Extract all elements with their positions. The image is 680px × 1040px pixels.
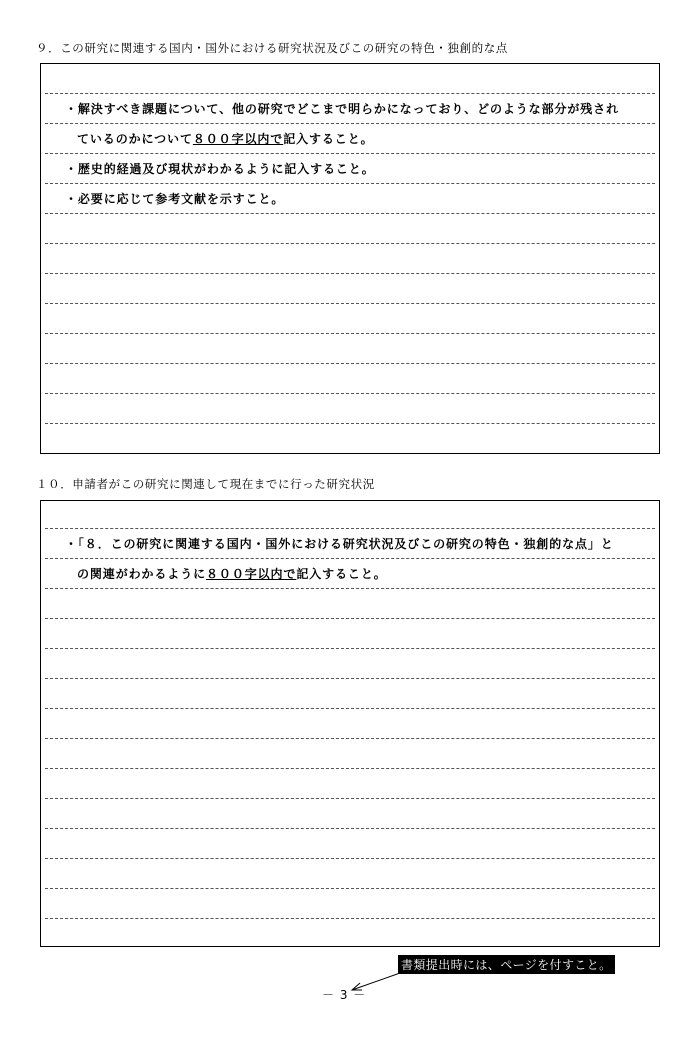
ruled-line xyxy=(45,123,655,124)
ruled-line xyxy=(45,588,655,589)
ruled-line xyxy=(45,393,655,394)
ruled-line xyxy=(45,678,655,679)
ruled-line xyxy=(45,768,655,769)
ruled-line xyxy=(45,558,655,559)
ruled-line xyxy=(45,303,655,304)
ruled-line xyxy=(45,648,655,649)
ruled-line xyxy=(45,828,655,829)
instruction-line: の関連がわかるように８００字以内で記入すること。 xyxy=(77,567,387,581)
ruled-line xyxy=(45,213,655,214)
instruction-line: ・解決すべき課題について、他の研究でどこまで明らかになっており、どのような部分が残され xyxy=(65,102,619,116)
ruled-line xyxy=(45,423,655,424)
ruled-line xyxy=(45,738,655,739)
ruled-line xyxy=(45,858,655,859)
ruled-line xyxy=(45,798,655,799)
instruction-line: ・必要に応じて参考文献を示すこと。 xyxy=(65,192,285,206)
ruled-line xyxy=(45,243,655,244)
ruled-line xyxy=(45,888,655,889)
page-number-note: 書類提出時には、ページを付すこと。 xyxy=(398,955,615,974)
page-number: － 3 － xyxy=(322,988,367,1002)
ruled-line xyxy=(45,708,655,709)
ruled-line xyxy=(45,618,655,619)
underlined-limit: ８００字以内で xyxy=(206,567,297,581)
ruled-line xyxy=(45,183,655,184)
underlined-limit: ８００字以内で xyxy=(192,132,284,146)
instruction-line: ているのかについて８００字以内で記入すること。 xyxy=(77,132,374,146)
section-10-writing-area[interactable] xyxy=(40,500,660,947)
section-9-writing-area[interactable] xyxy=(40,63,660,454)
ruled-line xyxy=(45,918,655,919)
section-10-heading: １０．申請者がこの研究に関連して現在までに行った研究状況 xyxy=(36,477,375,491)
ruled-line xyxy=(45,273,655,274)
ruled-line xyxy=(45,363,655,364)
section-9-heading: ９．この研究に関連する国内・国外における研究状況及びこの研究の特色・独創的な点 xyxy=(36,41,508,55)
instruction-line: ・歴史的経過及び現状がわかるように記入すること。 xyxy=(65,162,375,176)
ruled-line xyxy=(45,153,655,154)
ruled-line xyxy=(45,93,655,94)
instruction-line: ・「８．この研究に関連する国内・国外における研究状況及びこの研究の特色・独創的な点」と xyxy=(65,537,614,551)
ruled-line xyxy=(45,333,655,334)
ruled-line xyxy=(45,528,655,529)
